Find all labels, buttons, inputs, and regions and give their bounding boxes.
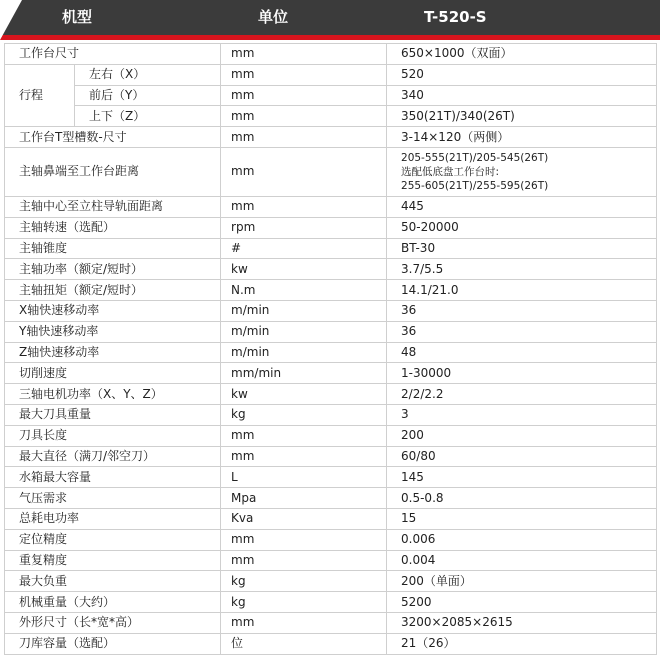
row-value: 50-20000 bbox=[387, 217, 657, 238]
table-row bbox=[5, 238, 657, 259]
row-value: BT-30 bbox=[387, 238, 657, 259]
row-label: 主轴转速（选配） bbox=[5, 217, 221, 238]
row-unit: Kva bbox=[221, 508, 387, 529]
table-row bbox=[5, 446, 657, 467]
header-unit: 单位 bbox=[258, 8, 289, 26]
row-value: 2/2/2.2 bbox=[387, 384, 657, 405]
row-unit: m/min bbox=[221, 321, 387, 342]
table-row bbox=[5, 508, 657, 529]
row-value: 340 bbox=[387, 85, 657, 106]
row-label: 主轴锥度 bbox=[5, 238, 221, 259]
row-unit: kg bbox=[221, 404, 387, 425]
row-value: 0.004 bbox=[387, 550, 657, 571]
row-value: 0.006 bbox=[387, 529, 657, 550]
row-unit: mm bbox=[221, 612, 387, 633]
row-unit: mm bbox=[221, 127, 387, 148]
row-value: 200 bbox=[387, 425, 657, 446]
row-label: X轴快速移动率 bbox=[5, 300, 221, 321]
table-row bbox=[5, 127, 657, 148]
row-value: 48 bbox=[387, 342, 657, 363]
row-unit: mm/min bbox=[221, 363, 387, 384]
header-accent-stripe bbox=[0, 35, 660, 40]
table-row bbox=[5, 280, 657, 301]
row-label: 定位精度 bbox=[5, 529, 221, 550]
header-value: T-520-S bbox=[424, 8, 487, 26]
row-unit: Mpa bbox=[221, 488, 387, 509]
row-unit: L bbox=[221, 467, 387, 488]
table-row bbox=[5, 529, 657, 550]
row-label: Y轴快速移动率 bbox=[5, 321, 221, 342]
row-value-multiline bbox=[387, 147, 657, 196]
table-row bbox=[5, 363, 657, 384]
row-label: Z轴快速移动率 bbox=[5, 342, 221, 363]
row-unit: mm bbox=[221, 106, 387, 127]
row-unit: 位 bbox=[221, 633, 387, 654]
row-value: 36 bbox=[387, 300, 657, 321]
row-value: 14.1/21.0 bbox=[387, 280, 657, 301]
row-unit: mm bbox=[221, 85, 387, 106]
table-row bbox=[5, 425, 657, 446]
row-label: 外形尺寸（长*宽*高） bbox=[5, 612, 221, 633]
row-sublabel: 左右（X） bbox=[75, 64, 221, 85]
row-label: 三轴电机功率（X、Y、Z） bbox=[5, 384, 221, 405]
row-label: 最大负重 bbox=[5, 571, 221, 592]
table-row bbox=[5, 571, 657, 592]
row-sublabel: 上下（Z） bbox=[75, 106, 221, 127]
value-line: 选配低底盘工作台时: bbox=[401, 165, 500, 178]
row-unit: kw bbox=[221, 259, 387, 280]
row-value: 3.7/5.5 bbox=[387, 259, 657, 280]
table-row bbox=[5, 633, 657, 654]
row-label: 切削速度 bbox=[5, 363, 221, 384]
row-value: 200（单面） bbox=[387, 571, 657, 592]
row-unit: m/min bbox=[221, 342, 387, 363]
spec-table bbox=[4, 43, 657, 655]
table-row bbox=[5, 592, 657, 613]
row-value: 3200×2085×2615 bbox=[387, 612, 657, 633]
row-label: 主轴中心至立柱导轨面距离 bbox=[5, 196, 221, 217]
row-unit: # bbox=[221, 238, 387, 259]
row-label: 重复精度 bbox=[5, 550, 221, 571]
row-unit: mm bbox=[221, 196, 387, 217]
row-label: 总耗电功率 bbox=[5, 508, 221, 529]
row-unit: mm bbox=[221, 64, 387, 85]
row-label: 工作台T型槽数-尺寸 bbox=[5, 127, 221, 148]
row-unit: kg bbox=[221, 571, 387, 592]
row-label: 主轴扭矩（额定/短时） bbox=[5, 280, 221, 301]
row-unit: N.m bbox=[221, 280, 387, 301]
table-row bbox=[5, 488, 657, 509]
table-row bbox=[5, 321, 657, 342]
row-value: 445 bbox=[387, 196, 657, 217]
table-row bbox=[5, 550, 657, 571]
row-label: 主轴功率（额定/短时） bbox=[5, 259, 221, 280]
value-line: 255-605(21T)/255-595(26T) bbox=[401, 179, 549, 192]
row-value: 36 bbox=[387, 321, 657, 342]
value-line: 205-555(21T)/205-545(26T) bbox=[401, 151, 549, 164]
row-value: 21（26） bbox=[387, 633, 657, 654]
table-row bbox=[5, 612, 657, 633]
row-label: 机械重量（大约） bbox=[5, 592, 221, 613]
table-row bbox=[5, 404, 657, 425]
row-unit: m/min bbox=[221, 300, 387, 321]
row-label: 水箱最大容量 bbox=[5, 467, 221, 488]
table-row bbox=[5, 44, 657, 65]
row-value: 15 bbox=[387, 508, 657, 529]
table-row bbox=[5, 467, 657, 488]
row-value: 5200 bbox=[387, 592, 657, 613]
row-value: 650×1000（双面） bbox=[387, 44, 657, 65]
table-row bbox=[5, 300, 657, 321]
row-unit: mm bbox=[221, 425, 387, 446]
table-row bbox=[5, 259, 657, 280]
table-row bbox=[5, 64, 657, 85]
row-label: 最大直径（满刀/邻空刀） bbox=[5, 446, 221, 467]
row-unit: mm bbox=[221, 446, 387, 467]
row-label: 气压需求 bbox=[5, 488, 221, 509]
table-header bbox=[0, 0, 660, 43]
row-value: 1-30000 bbox=[387, 363, 657, 384]
row-label-travel: 行程 bbox=[5, 64, 75, 126]
row-value: 350(21T)/340(26T) bbox=[387, 106, 657, 127]
row-label: 刀具长度 bbox=[5, 425, 221, 446]
row-unit: kw bbox=[221, 384, 387, 405]
table-row bbox=[5, 196, 657, 217]
row-value: 3 bbox=[387, 404, 657, 425]
row-label: 主轴鼻端至工作台距离 bbox=[5, 147, 221, 196]
row-unit: mm bbox=[221, 44, 387, 65]
table-row bbox=[5, 106, 657, 127]
row-value: 0.5-0.8 bbox=[387, 488, 657, 509]
row-value: 145 bbox=[387, 467, 657, 488]
header-model: 机型 bbox=[62, 8, 93, 26]
row-unit: kg bbox=[221, 592, 387, 613]
row-value: 60/80 bbox=[387, 446, 657, 467]
row-value: 3-14×120（两侧） bbox=[387, 127, 657, 148]
row-unit: mm bbox=[221, 147, 387, 196]
row-unit: mm bbox=[221, 529, 387, 550]
row-unit: mm bbox=[221, 550, 387, 571]
row-label: 刀库容量（选配） bbox=[5, 633, 221, 654]
row-value: 520 bbox=[387, 64, 657, 85]
table-row bbox=[5, 217, 657, 238]
table-row bbox=[5, 342, 657, 363]
table-row bbox=[5, 147, 657, 196]
table-row bbox=[5, 384, 657, 405]
row-label: 最大刀具重量 bbox=[5, 404, 221, 425]
row-unit: rpm bbox=[221, 217, 387, 238]
row-sublabel: 前后（Y） bbox=[75, 85, 221, 106]
table-row bbox=[5, 85, 657, 106]
row-label: 工作台尺寸 bbox=[5, 44, 221, 65]
